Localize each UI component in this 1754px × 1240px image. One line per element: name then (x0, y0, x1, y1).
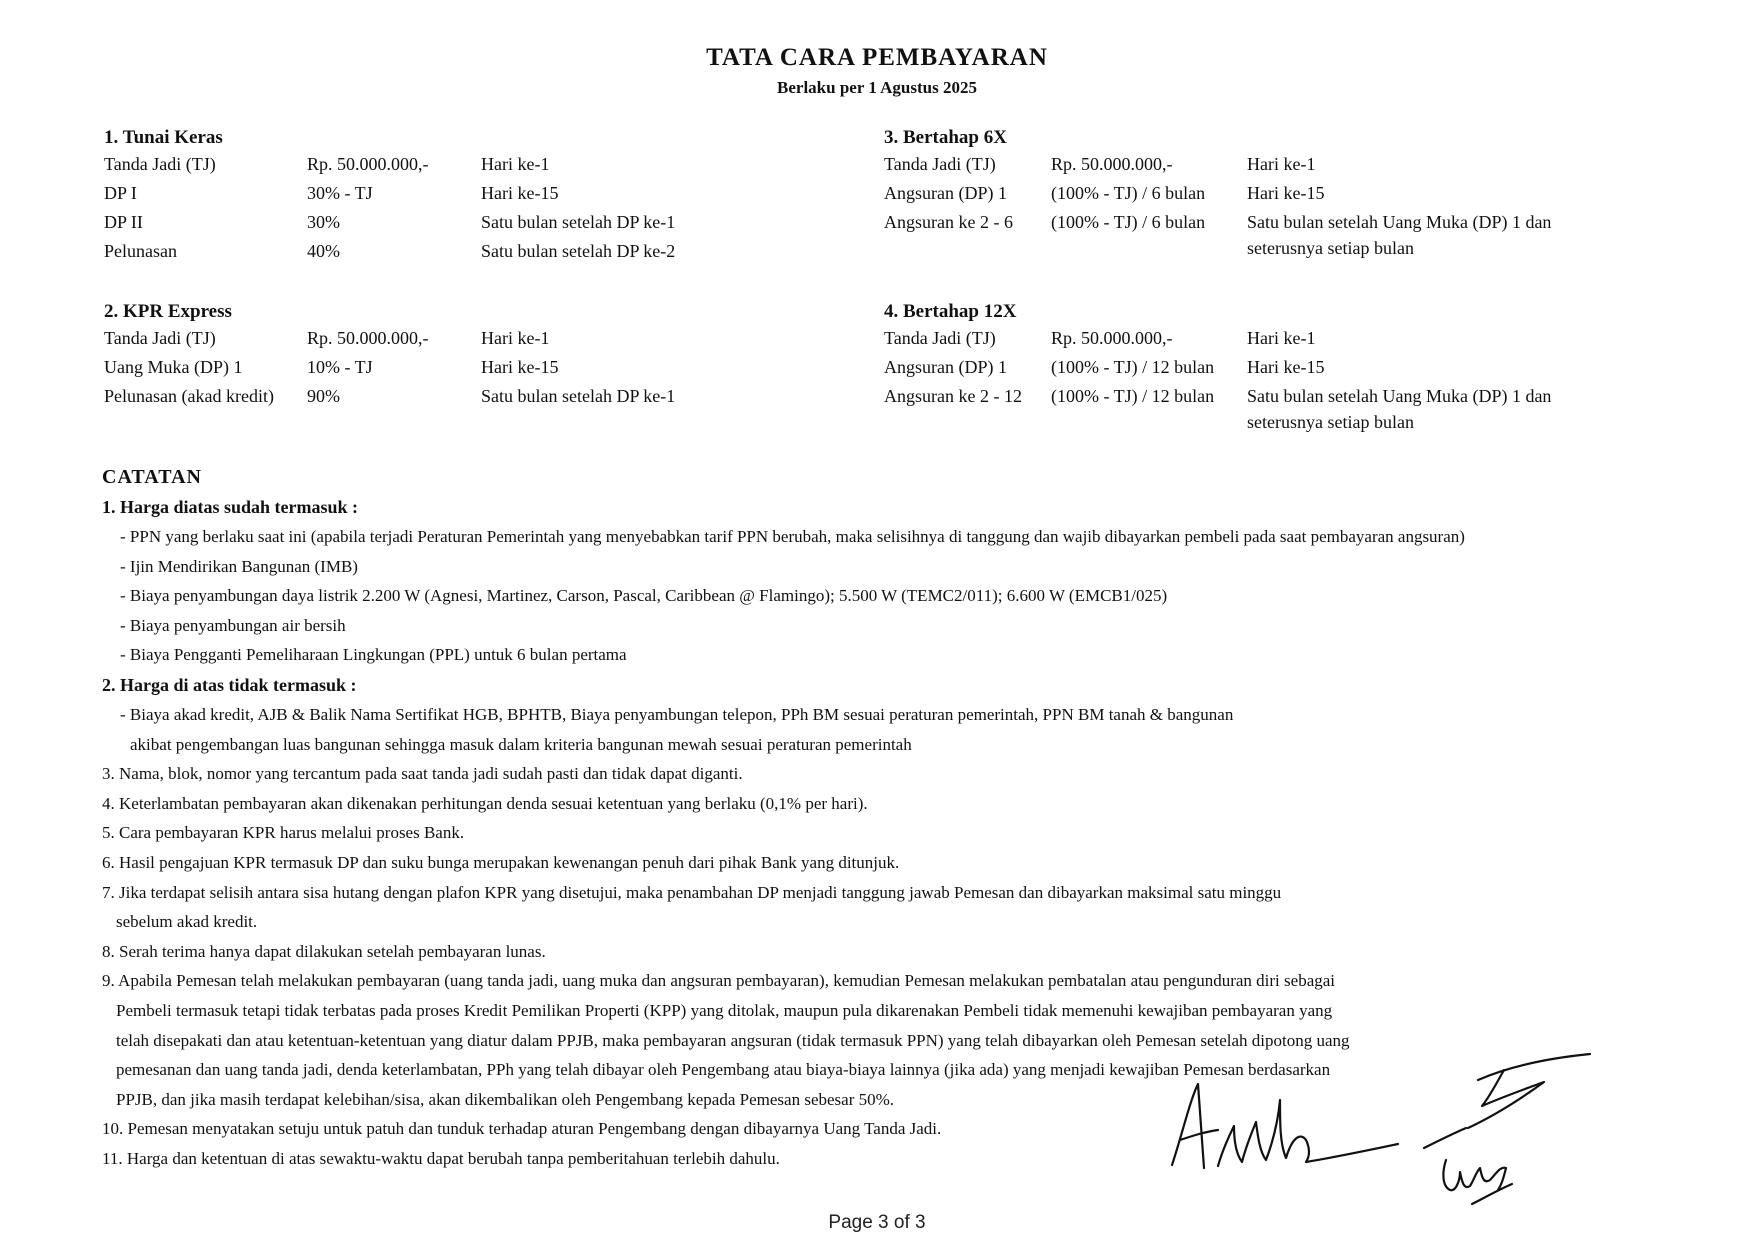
table-row (104, 180, 675, 209)
note-7-continued: sebelum akad kredit. (116, 912, 258, 932)
table-row (884, 325, 1587, 354)
section-title: 3. Bertahap 6X (884, 127, 1007, 148)
row-schedule: Satu bulan setelah DP ke-1 (481, 386, 676, 406)
row-label: Pelunasan (akad kredit) (104, 386, 274, 406)
included-item: - Biaya penyambungan daya listrik 2.200 W (Agnesi, Martinez, Carson, Pascal, Caribbean @ Flamingo); 5.500 W (TEMC2/011); 6.600 W (EMCB1/025) (120, 586, 1168, 606)
row-schedule: Hari ke-15 (481, 357, 559, 377)
row-label: Tanda Jadi (TJ) (884, 154, 996, 174)
row-amount: 10% - TJ (307, 357, 373, 377)
row-schedule: Hari ke-1 (1247, 328, 1316, 348)
table-row (104, 325, 675, 354)
row-amount: Rp. 50.000.000,- (307, 154, 429, 174)
row-schedule: Hari ke-15 (1247, 357, 1325, 377)
section-title: 2. KPR Express (104, 301, 232, 322)
row-amount: 40% (307, 241, 340, 261)
row-amount: Rp. 50.000.000,- (1051, 154, 1173, 174)
note-7: 7. Jika terdapat selisih antara sisa hutang dengan plafon KPR yang disetujui, maka penambahan DP menjadi tanggung jawab Pemesan dan dibayarkan maksimal satu minggu (102, 882, 1282, 902)
row-amount: (100% - TJ) / 12 bulan (1051, 386, 1215, 406)
table-row (884, 180, 1587, 209)
row-schedule: Satu bulan setelah Uang Muka (DP) 1 dan seterusnya setiap bulan (1247, 212, 1552, 258)
note-10: 10. Pemesan menyatakan setuju untuk patuh dan tunduk terhadap aturan Pengembang dengan dibayarnya Uang Tanda Jadi. (102, 1119, 942, 1139)
row-amount: (100% - TJ) / 12 bulan (1051, 357, 1215, 377)
signature-2 (1424, 1054, 1590, 1148)
row-schedule: Hari ke-15 (481, 183, 559, 203)
section-kpr-express (104, 298, 675, 412)
note-9-continued: PPJB, dan jika masih terdapat kelebihan/sisa, akan dikembalikan oleh Pengembang kepada Pemesan sebesar 50%. (116, 1089, 895, 1109)
note-3: 3. Nama, blok, nomor yang tercantum pada saat tanda jadi sudah pasti dan tidak dapat diganti. (102, 764, 743, 784)
note-9-continued: Pembeli termasuk tetapi tidak terbatas pada proses Kredit Pemilikan Properti (KPP) yang ditolak, maupun pula dikarenakan Pembeli tidak memenuhi kewajiban pembayaran yang (116, 1000, 1333, 1020)
note-4: 4. Keterlambatan pembayaran akan dikenakan perhitungan denda sesuai ketentuan yang berlaku (0,1% per hari). (102, 793, 868, 813)
table-row (884, 354, 1587, 383)
signature-initials (1160, 1040, 1610, 1220)
table-row (104, 238, 675, 267)
row-label: Pelunasan (104, 241, 177, 261)
row-schedule: Hari ke-1 (1247, 154, 1316, 174)
row-amount: 90% (307, 386, 340, 406)
row-label: Tanda Jadi (TJ) (884, 328, 996, 348)
section-bertahap-12x (884, 298, 1587, 435)
row-schedule: Satu bulan setelah Uang Muka (DP) 1 dan seterusnya setiap bulan (1247, 386, 1552, 432)
row-schedule: Hari ke-1 (481, 154, 550, 174)
included-item: - Biaya penyambungan air bersih (120, 615, 346, 635)
table-row (104, 354, 675, 383)
table-row (884, 151, 1587, 180)
row-label: Angsuran ke 2 - 12 (884, 386, 1022, 406)
table-row (884, 383, 1587, 435)
note-11: 11. Harga dan ketentuan di atas sewaktu-waktu dapat berubah tanpa pemberitahuan terlebih dahulu. (102, 1148, 780, 1168)
section-bertahap-6x (884, 124, 1587, 261)
row-label: DP I (104, 183, 137, 203)
note-9-continued: pemesanan dan uang tanda jadi, denda keterlambatan, PPh yang telah dibayar oleh Pengembang atau biaya-biaya lainnya (jika ada) yang menjadi kewajiban Pemesan berdasarkan (116, 1060, 1331, 1080)
row-schedule: Satu bulan setelah DP ke-2 (481, 241, 676, 261)
document-header (0, 44, 1754, 98)
note-5: 5. Cara pembayaran KPR harus melalui proses Bank. (102, 823, 465, 843)
section-title: 4. Bertahap 12X (884, 301, 1017, 322)
note-9: 9. Apabila Pemesan telah melakukan pembayaran (uang tanda jadi, uang muka dan angsuran pembayaran), kemudian Pemesan melakukan pembatalan atau pengunduran diri sebagai (102, 971, 1336, 991)
table-row (884, 209, 1587, 261)
row-label: Tanda Jadi (TJ) (104, 154, 216, 174)
row-schedule: Hari ke-1 (481, 328, 550, 348)
row-label: Angsuran (DP) 1 (884, 357, 1007, 377)
included-heading: 1. Harga diatas sudah termasuk : (102, 497, 359, 517)
signature-3 (1443, 1160, 1512, 1204)
excluded-item-continued: akibat pengembangan luas bangunan sehingga masuk dalam kriteria bangunan mewah sesuai peraturan pemerintah (130, 734, 912, 754)
row-amount: Rp. 50.000.000,- (307, 328, 429, 348)
row-amount: Rp. 50.000.000,- (1051, 328, 1173, 348)
row-label: Angsuran ke 2 - 6 (884, 212, 1013, 232)
document-subtitle: Berlaku per 1 Agustus 2025 (777, 78, 977, 97)
row-schedule: Hari ke-15 (1247, 183, 1325, 203)
row-schedule: Satu bulan setelah DP ke-1 (481, 212, 676, 232)
row-amount: (100% - TJ) / 6 bulan (1051, 183, 1206, 203)
note-8: 8. Serah terima hanya dapat dilakukan setelah pembayaran lunas. (102, 941, 546, 961)
table-row (104, 151, 675, 180)
page-indicator: Page 3 of 3 (828, 1212, 926, 1233)
row-amount: 30% (307, 212, 340, 232)
signature-1 (1172, 1084, 1398, 1168)
row-amount: (100% - TJ) / 6 bulan (1051, 212, 1206, 232)
table-row (104, 383, 675, 412)
included-item: - PPN yang berlaku saat ini (apabila terjadi Peraturan Pemerintah yang menyebabkan tarif PPN berubah, maka selisihnya di tanggung dan wajib dibayarkan pembeli pada saat pembayaran angsuran) (120, 527, 1465, 546)
notes-title: CATATAN (102, 466, 202, 488)
row-amount: 30% - TJ (307, 183, 373, 203)
table-row (104, 209, 675, 238)
note-9-continued: telah disepakati dan atau ketentuan-ketentuan yang diatur dalam PPJB, maka pembayaran angsuran (tidak termasuk PPN) yang telah dibayarkan oleh Pemesan setelah dipotong uang (116, 1030, 1350, 1050)
included-item: - Biaya Pengganti Pemeliharaan Lingkungan (PPL) untuk 6 bulan pertama (120, 645, 627, 665)
excluded-heading: 2. Harga di atas tidak termasuk : (102, 674, 357, 695)
row-label: Angsuran (DP) 1 (884, 183, 1007, 203)
excluded-item: - Biaya akad kredit, AJB & Balik Nama Sertifikat HGB, BPHTB, Biaya penyambungan telepon, PPh BM sesuai peraturan pemerintah, PPN BM tanah & bangunan (120, 704, 1234, 724)
section-tunai-keras (104, 124, 675, 267)
row-label: Uang Muka (DP) 1 (104, 357, 243, 377)
included-item: - Ijin Mendirikan Bangunan (IMB) (120, 556, 358, 576)
note-6: 6. Hasil pengajuan KPR termasuk DP dan suku bunga merupakan kewenangan penuh dari pihak Bank yang ditunjuk. (102, 852, 900, 872)
document-title: TATA CARA PEMBAYARAN (706, 44, 1048, 71)
row-label: DP II (104, 212, 143, 232)
row-label: Tanda Jadi (TJ) (104, 328, 216, 348)
section-title: 1. Tunai Keras (104, 127, 223, 148)
